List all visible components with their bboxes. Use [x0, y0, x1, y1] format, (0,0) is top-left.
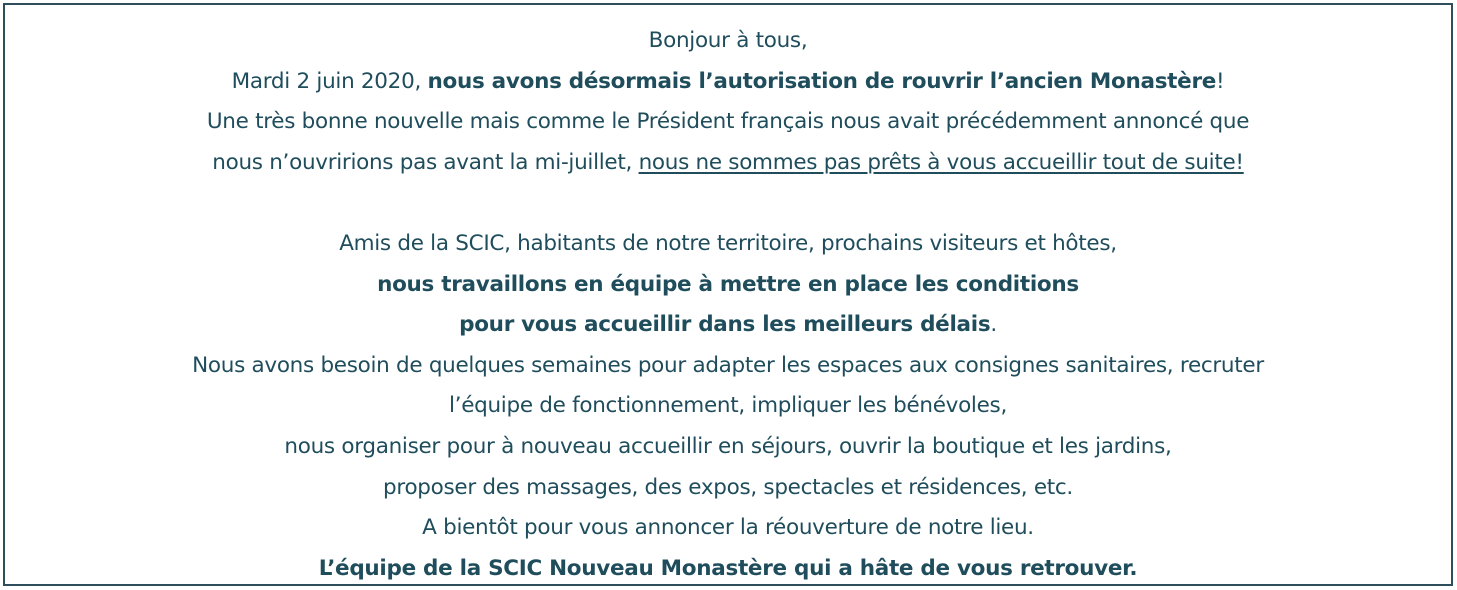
date-line: [5, 62, 1451, 103]
team-work-line: [5, 265, 1451, 306]
news-line: [5, 102, 1451, 143]
welcome-line: [5, 305, 1451, 346]
welcome-line-end: .: [990, 312, 997, 338]
not-ready-text: nous ne sommes pas prêts à vous accueillir tout de suite!: [638, 149, 1244, 175]
activities-line: [5, 468, 1451, 509]
july-line: [5, 143, 1451, 184]
staff-text: l’équipe de fonctionnement, impliquer les bénévoles,: [449, 393, 1007, 419]
friends-line: [5, 224, 1451, 265]
reopening-text: A bientôt pour vous annoncer la réouverture de notre lieu.: [422, 515, 1034, 541]
organize-text: nous organiser pour à nouveau accueillir en séjours, ouvrir la boutique et les jardins,: [284, 433, 1172, 459]
signature-line: [5, 549, 1451, 590]
announcement-text: [5, 21, 1451, 589]
reopening-line: [5, 508, 1451, 549]
welcome-text: pour vous accueillir dans les meilleurs délais: [459, 312, 991, 338]
weeks-line: [5, 346, 1451, 387]
team-work-text: nous travaillons en équipe à mettre en place les conditions: [377, 271, 1079, 297]
greeting-text: Bonjour à tous,: [648, 28, 808, 53]
staff-line: [5, 386, 1451, 427]
organize-line: [5, 427, 1451, 468]
friends-text: Amis de la SCIC, habitants de notre territoire, prochains visiteurs et hôtes,: [339, 230, 1117, 256]
july-text: nous n’ouvririons pas avant la mi-juillet,: [212, 149, 639, 175]
announcement-box: [3, 3, 1453, 586]
weeks-text: Nous avons besoin de quelques semaines pour adapter les espaces aux consignes sanitaires, recruter: [192, 352, 1264, 378]
paragraph-spacer: [5, 183, 1451, 224]
greeting-line: [5, 21, 1451, 62]
signature-text: L’équipe de la SCIC Nouveau Monastère qui a hâte de vous retrouver.: [318, 555, 1138, 581]
date-text: Mardi 2 juin 2020,: [231, 68, 428, 94]
news-text: Une très bonne nouvelle mais comme le Président français nous avait précédemment annoncé que: [206, 109, 1250, 135]
date-line-end: !: [1216, 68, 1225, 94]
activities-text: proposer des massages, des expos, spectacles et résidences, etc.: [383, 474, 1073, 500]
authorization-text: nous avons désormais l’autorisation de rouvrir l’ancien Monastère: [427, 68, 1217, 94]
